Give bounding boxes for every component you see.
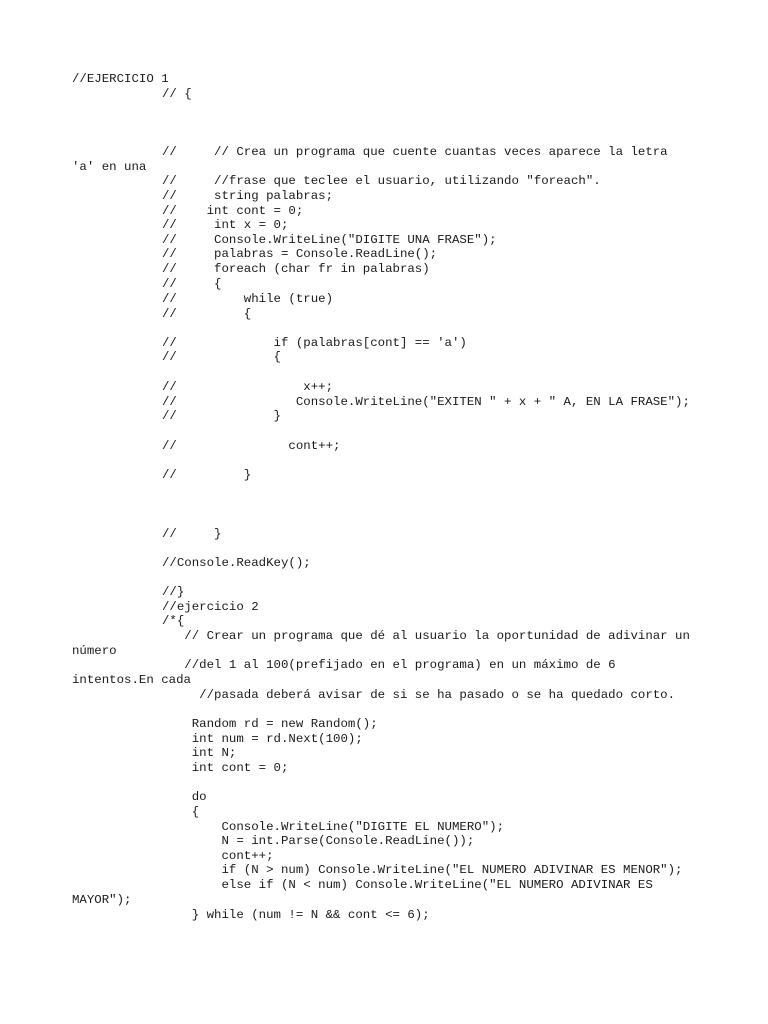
code-line: // { <box>162 87 192 101</box>
code-line: int num = rd.Next(100); <box>162 732 363 746</box>
code-line: //Console.ReadKey(); <box>162 556 311 570</box>
code-line: //pasada deberá avisar de si se ha pasado o se ha quedado corto. <box>162 688 676 702</box>
code-line: Random rd = new Random(); <box>162 717 378 731</box>
code-line: // { <box>162 277 222 291</box>
code-line: MAYOR"); <box>72 893 132 907</box>
code-line: //} <box>162 585 185 599</box>
code-line: 'a' en una <box>72 160 147 174</box>
code-line: // //frase que teclee el usuario, utilizando "foreach". <box>162 174 601 188</box>
code-line: int N; <box>162 746 237 760</box>
code-line: // { <box>162 307 252 321</box>
code-line: if (N > num) Console.WriteLine("EL NUMERO ADIVINAR ES MENOR"); <box>162 863 683 877</box>
code-line: /*{ <box>162 614 185 628</box>
code-line: Console.WriteLine("DIGITE EL NUMERO"); <box>162 820 505 834</box>
code-line: cont++; <box>162 849 274 863</box>
code-line: // Console.WriteLine("DIGITE UNA FRASE"); <box>162 233 497 247</box>
code-line: int cont = 0; <box>162 761 289 775</box>
code-line: { <box>162 805 200 819</box>
code-line: // while (true) <box>162 292 334 306</box>
code-line: //EJERCICIO 1 <box>72 72 169 86</box>
code-line: //ejercicio 2 <box>162 600 259 614</box>
code-line: intentos.En cada <box>72 673 191 687</box>
code-line: //del 1 al 100(prefijado en el programa) en un máximo de 6 <box>162 658 616 672</box>
code-line: // cont++; <box>162 439 341 453</box>
code-line: número <box>72 644 117 658</box>
code-line: // Crear un programa que dé al usuario la oportunidad de adivinar un <box>162 629 690 643</box>
code-line: else if (N < num) Console.WriteLine("EL NUMERO ADIVINAR ES <box>162 878 653 892</box>
code-line: // x++; <box>162 380 334 394</box>
code-line: // palabras = Console.ReadLine(); <box>162 247 438 261</box>
code-line: // if (palabras[cont] == 'a') <box>162 336 467 350</box>
code-line: // { <box>162 350 281 364</box>
code-line: // Console.WriteLine("EXITEN " + x + " A, EN LA FRASE"); <box>162 395 690 409</box>
code-line: // } <box>162 409 281 423</box>
code-line: // // Crea un programa que cuente cuantas veces aparece la letra <box>162 145 668 159</box>
code-line: // int x = 0; <box>162 218 289 232</box>
code-line: } while (num != N && cont <= 6); <box>162 908 430 922</box>
code-line: do <box>162 790 207 804</box>
code-line: N = int.Parse(Console.ReadLine()); <box>162 834 475 848</box>
code-line: // string palabras; <box>162 189 334 203</box>
code-line: // foreach (char fr in palabras) <box>162 262 430 276</box>
code-line: // } <box>162 527 222 541</box>
code-line: // int cont = 0; <box>162 204 304 218</box>
code-line: // } <box>162 468 252 482</box>
